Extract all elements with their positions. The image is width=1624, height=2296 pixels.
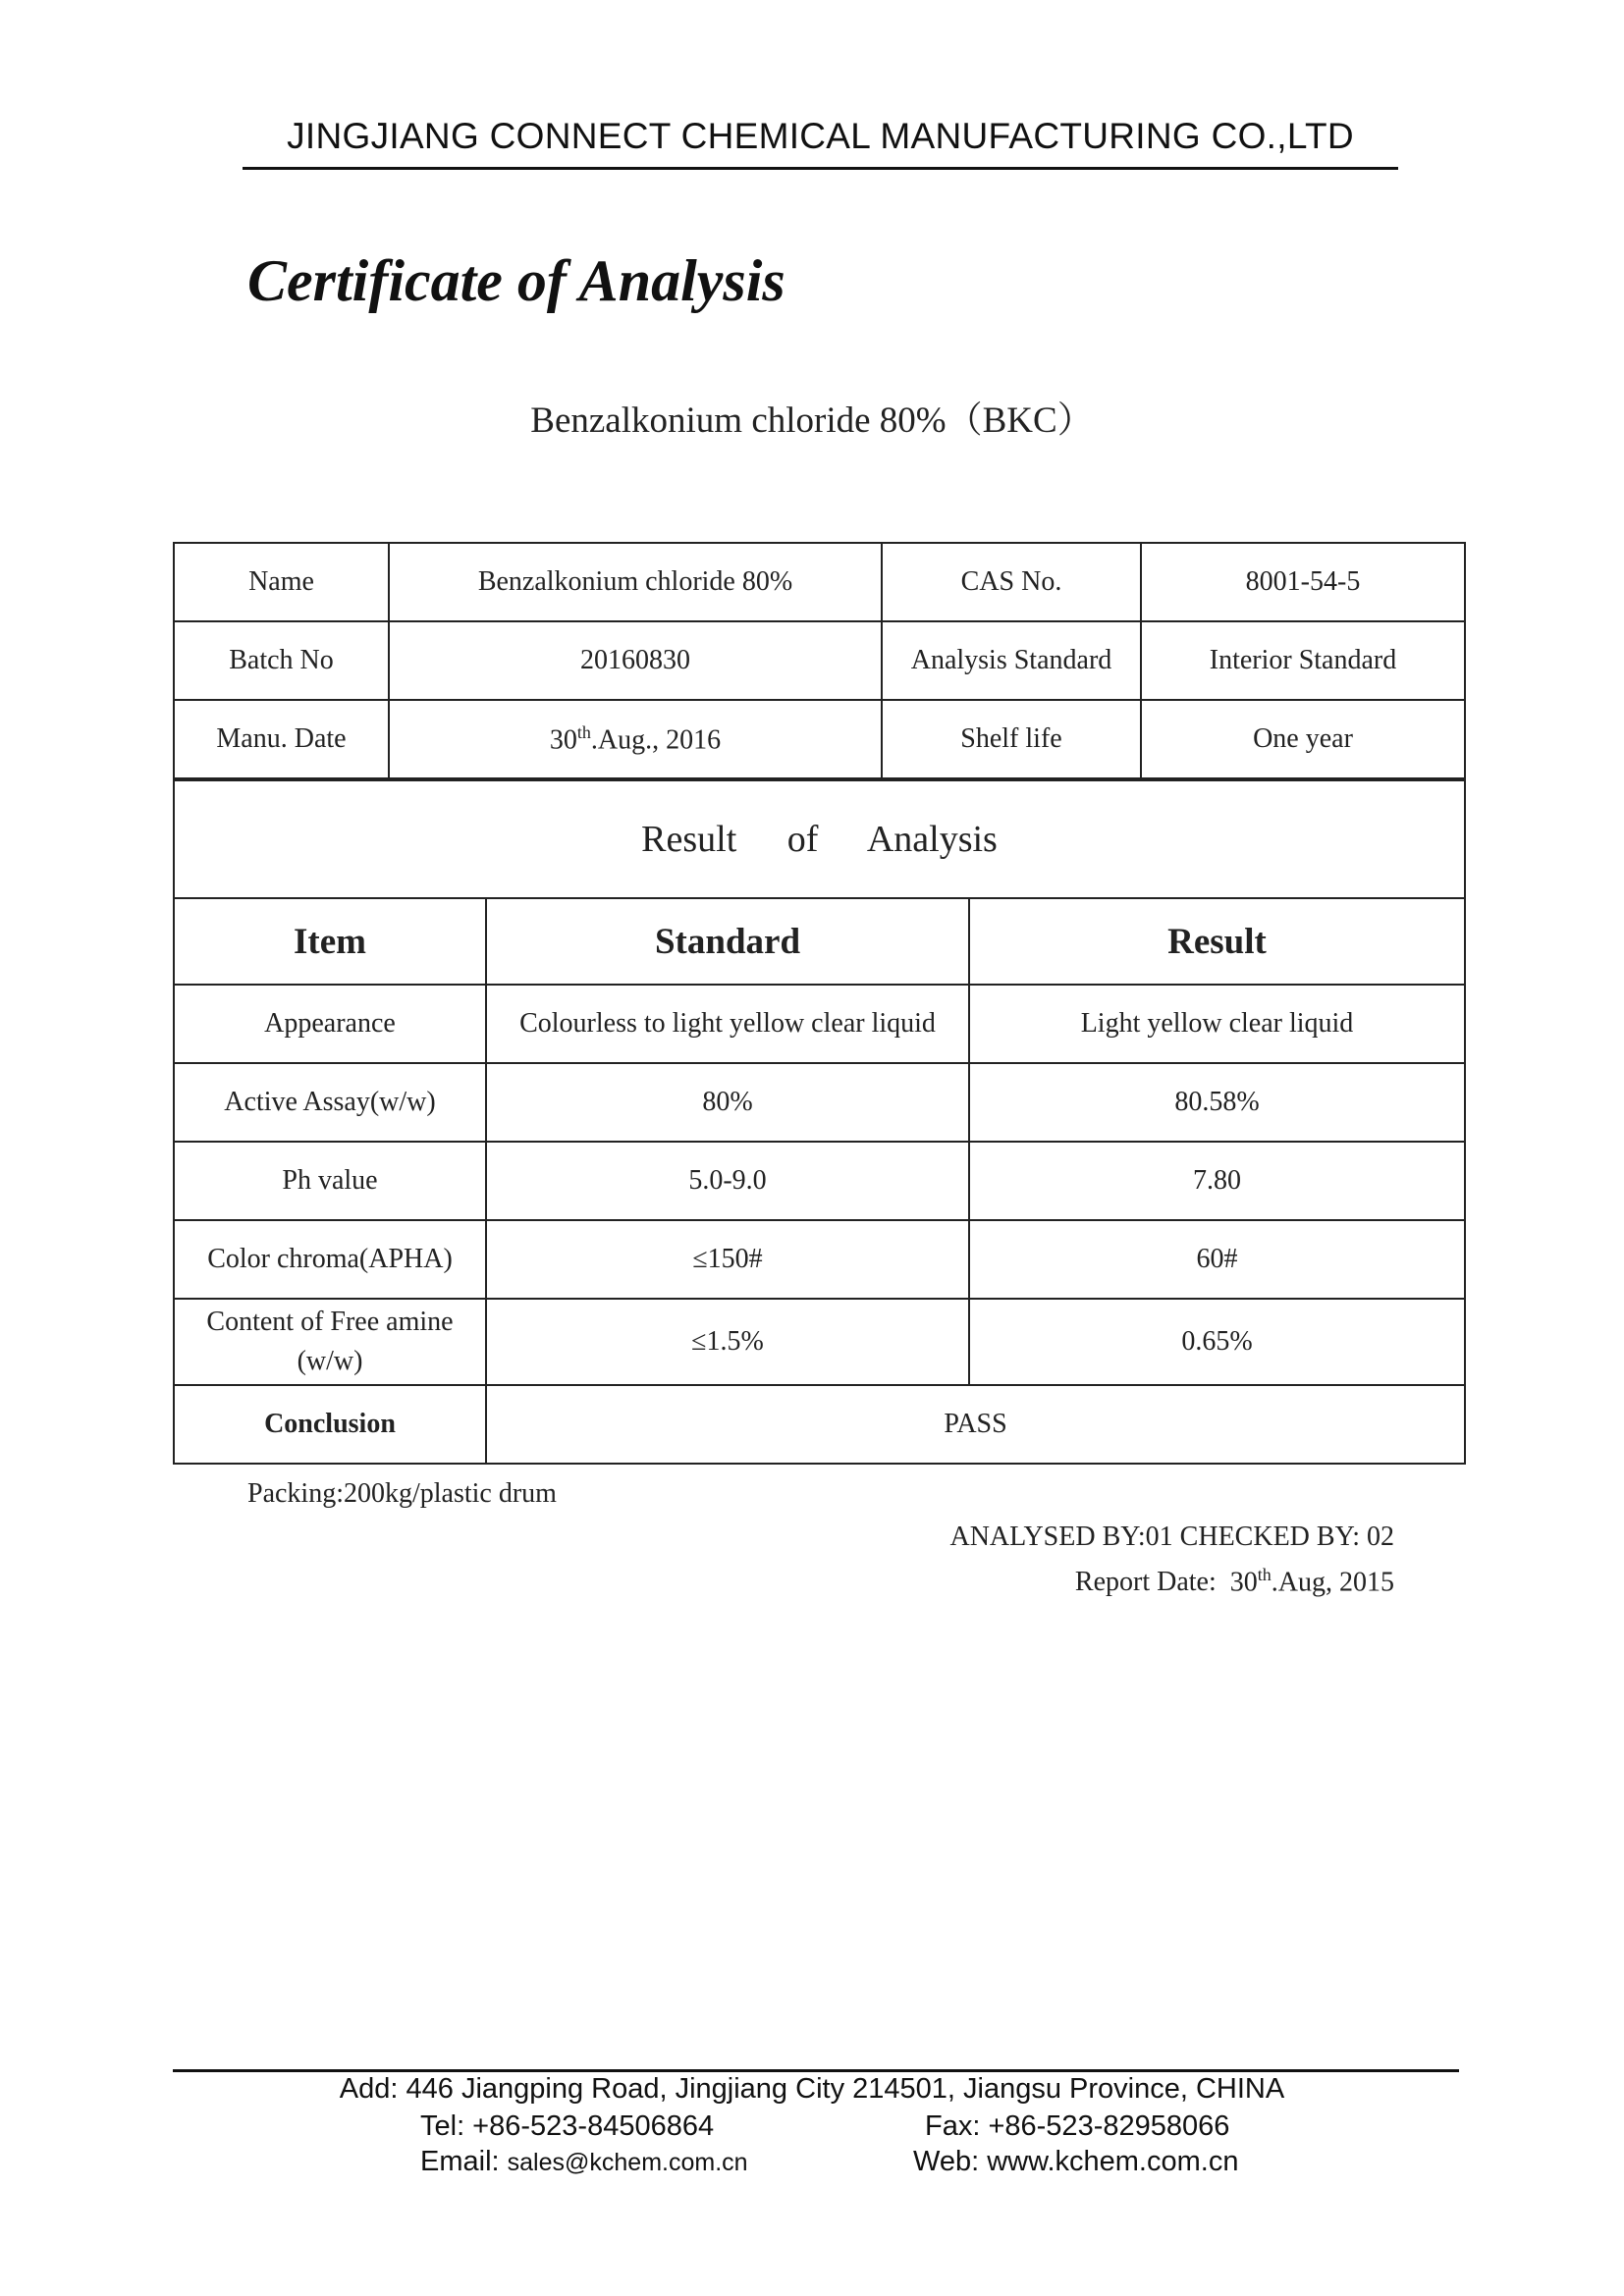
conclusion-row [174,1385,1465,1464]
conclusion-label: Conclusion [174,1385,486,1464]
product-subtitle: Benzalkonium chloride 80%（BKC） [530,400,1094,441]
analysis-results-table [173,779,1466,1465]
table-row [174,1299,1465,1385]
manu-date-value [389,700,882,778]
document-title: Certificate of Analysis [247,248,785,313]
manu-date-label: Manu. Date [174,700,389,778]
item-cell: Ph value [174,1142,486,1220]
footer-tel: Tel: +86-523-84506864 [420,2110,715,2142]
batch-label: Batch No [174,621,389,700]
result-cell: Light yellow clear liquid [969,985,1465,1063]
analysis-standard-value: Interior Standard [1141,621,1465,700]
report-date-rest: .Aug, 2015 [1271,1567,1394,1598]
table-row [174,1142,1465,1220]
result-of-analysis-row [174,780,1465,898]
report-date-label: Report Date: [1074,1567,1217,1598]
standard-cell: ≤150# [486,1220,969,1299]
item-cell: Content of Free amine (w/w) [174,1299,486,1385]
manu-date-suffix: th [576,721,591,742]
manu-date-day: 30 [549,724,577,756]
standard-cell: Colourless to light yellow clear liquid [486,985,969,1063]
table-row [174,1220,1465,1299]
footer-web[interactable]: Web: www.kchem.com.cn [913,2146,1239,2177]
column-header-item: Item [174,898,486,985]
report-date-suffix: th [1257,1565,1272,1584]
shelf-life-label: Shelf life [882,700,1141,778]
standard-cell: 5.0-9.0 [486,1142,969,1220]
info-row-manu [174,700,1465,778]
table-row [174,985,1465,1063]
item-cell: Color chroma(APHA) [174,1220,486,1299]
standard-cell: ≤1.5% [486,1299,969,1385]
item-cell: Appearance [174,985,486,1063]
report-date-day: 30 [1229,1567,1258,1598]
company-name: JINGJIANG CONNECT CHEMICAL MANUFACTURING CO.,LTD [287,116,1354,156]
info-row-name [174,543,1465,621]
report-date [1075,1565,1394,1598]
header-divider [243,167,1398,170]
result-cell: 0.65% [969,1299,1465,1385]
analysis-standard-label: Analysis Standard [882,621,1141,700]
footer-fax: Fax: +86-523-82958066 [925,2110,1230,2142]
footer-email [420,2146,748,2178]
conclusion-value: PASS [486,1385,1465,1464]
item-cell: Active Assay(w/w) [174,1063,486,1142]
cas-value: 8001-54-5 [1141,543,1465,621]
column-header-result: Result [969,898,1465,985]
footer-address: Add: 446 Jiangping Road, Jingjiang City 214501, Jiangsu Province, CHINA [339,2073,1285,2105]
results-header-row [174,898,1465,985]
footer-email-label: Email: [420,2146,500,2177]
footer-email-link[interactable]: sales@kchem.com.cn [507,2149,748,2176]
table-row [174,1063,1465,1142]
name-label: Name [174,543,389,621]
footer-divider [173,2069,1459,2072]
manu-date-rest: .Aug., 2016 [590,724,722,756]
analysed-checked-by: ANALYSED BY:01 CHECKED BY: 02 [949,1522,1394,1552]
result-cell: 7.80 [969,1142,1465,1220]
packing-note: Packing:200kg/plastic drum [247,1478,557,1509]
result-cell: 80.58% [969,1063,1465,1142]
batch-value: 20160830 [389,621,882,700]
product-info-table [173,542,1466,779]
cas-label: CAS No. [882,543,1141,621]
info-row-batch [174,621,1465,700]
column-header-standard: Standard [486,898,969,985]
shelf-life-value: One year [1141,700,1465,778]
standard-cell: 80% [486,1063,969,1142]
result-cell: 60# [969,1220,1465,1299]
name-value: Benzalkonium chloride 80% [389,543,882,621]
result-of-analysis-heading: Result of Analysis [174,780,1465,898]
